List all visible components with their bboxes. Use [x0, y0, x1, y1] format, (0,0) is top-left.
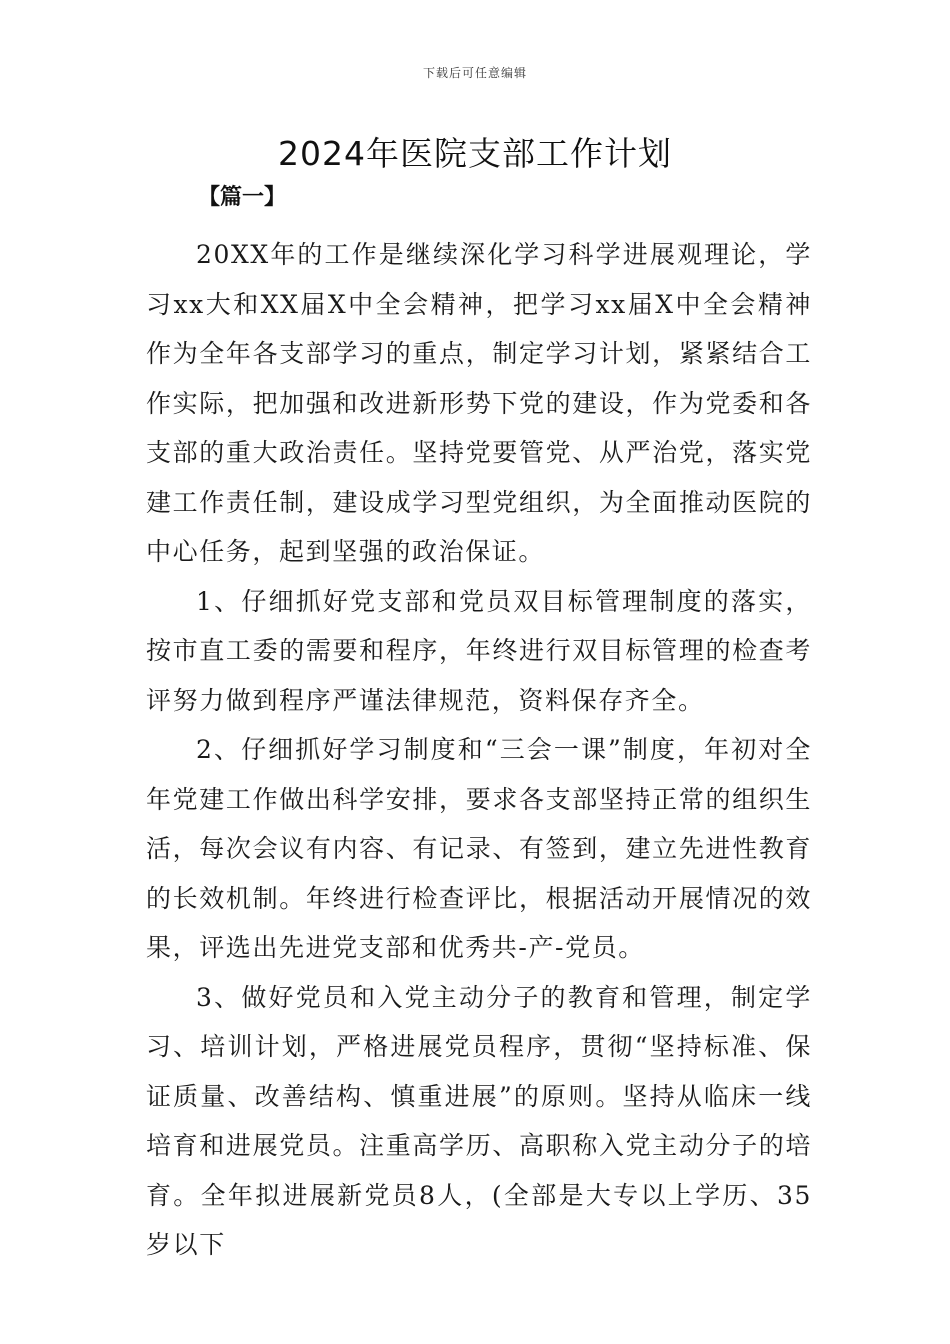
section-label: 【篇一】 [198, 185, 287, 210]
paragraph-item-2: 2、仔细抓好学习制度和“三会一课”制度，年初对全年党建工作做出科学安排，要求各支部坚持正常的组织生活，每次会议有内容、有记录、有签到，建立先进性教育的长效机制。年终进行检查评比，根据活动开展情况的效果，评选出先进党支部和优秀共-产-党员。 [146, 735, 812, 962]
paragraph-item-1: 1、仔细抓好党支部和党员双目标管理制度的落实，按市直工委的需要和程序，年终进行双目标管理的检查考评努力做到程序严谨法律规范，资料保存齐全。 [146, 586, 812, 715]
paragraph-intro: 20XX年的工作是继续深化学习科学进展观理论，学习xx大和XX届X中全会精神，把学习xx届X中全会精神作为全年各支部学习的重点，制定学习计划，紧紧结合工作实际，把加强和改进新形势下党的建设，作为党委和各支部的重大政治责任。坚持党要管党、从严治党，落实党建工作责任制，建设成学习型党组织，为全面推动医院的中心任务，起到坚强的政治保证。 [146, 240, 812, 566]
header-note: 下载后可任意编辑 [422, 66, 527, 80]
body-text [146, 230, 812, 1270]
document-title: 2024年医院支部工作计划 [278, 134, 672, 173]
paragraph-item-3: 3、做好党员和入党主动分子的教育和管理，制定学习、培训计划，严格进展党员程序，贯彻“坚持标准、保证质量、改善结构、慎重进展”的原则。坚持从临床一线培育和进展党员。注重高学历、高职称入党主动分子的培育。全年拟进展新党员8人，(全部是大专以上学历、35岁以下 [146, 982, 812, 1259]
